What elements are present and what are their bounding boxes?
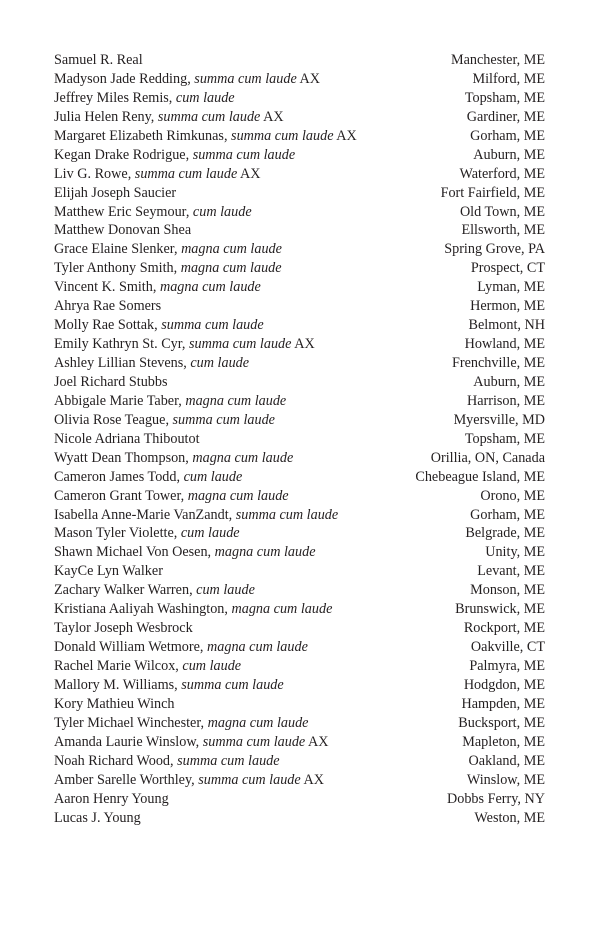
graduate-row	[54, 562, 545, 581]
graduate-row	[54, 487, 545, 506]
graduate-row	[54, 259, 545, 278]
hometown: Auburn, ME	[473, 373, 545, 390]
latin-honor: summa cum laude	[202, 733, 306, 750]
graduate-name-cell: Cameron James Todd, cum laude	[54, 468, 243, 485]
latin-honor: summa cum laude	[198, 771, 301, 788]
latin-honor: summa cum laude	[161, 317, 264, 334]
graduate-row	[54, 676, 545, 695]
honor-society: AX	[299, 70, 321, 87]
graduate-name-cell: Cameron Grant Tower, magna cum laude	[54, 487, 289, 504]
hometown: Hampden, ME	[461, 695, 545, 712]
graduate-name: Wyatt Dean Thompson	[54, 449, 186, 466]
graduate-row	[54, 809, 545, 828]
graduate-row	[54, 165, 545, 184]
latin-honor: cum laude	[183, 468, 243, 485]
graduate-name: Tyler Michael Winchester	[54, 714, 201, 731]
latin-honor: cum laude	[180, 525, 240, 542]
hometown: Orillia, ON, Canada	[430, 449, 545, 466]
graduate-name-cell	[54, 695, 175, 714]
graduate-name-cell	[54, 430, 200, 449]
hometown: Auburn, ME	[473, 146, 545, 163]
graduate-name-cell: Vincent K. Smith, magna cum laude	[54, 279, 261, 296]
graduate-row	[54, 524, 545, 543]
hometown: Winslow, ME	[466, 771, 545, 788]
graduate-name: Taylor Joseph Wesbrock	[54, 620, 193, 637]
graduate-row	[54, 506, 545, 525]
graduate-name: Mallory M. Williams	[54, 676, 175, 693]
graduate-name-cell: Zachary Walker Warren, cum laude	[54, 582, 255, 599]
graduate-name-cell: Tyler Anthony Smith, magna cum laude	[54, 260, 282, 277]
graduate-row	[54, 581, 545, 600]
hometown: Orono, ME	[480, 487, 545, 504]
hometown: Frenchville, ME	[452, 355, 545, 371]
hometown: Myersville, MD	[453, 411, 545, 428]
latin-honor: magna cum laude	[192, 449, 294, 466]
latin-honor: summa cum laude	[134, 165, 238, 182]
latin-honor: summa cum laude	[181, 676, 284, 693]
hometown: Monson, ME	[470, 582, 545, 599]
graduate-name-cell	[54, 373, 168, 392]
graduate-row	[54, 127, 545, 146]
graduate-name: Kegan Drake Rodrigue	[54, 146, 186, 163]
latin-honor: cum laude	[175, 89, 235, 106]
graduate-name-cell: Molly Rae Sottak, summa cum laude	[54, 317, 264, 334]
graduate-name: Molly Rae Sottak	[54, 317, 155, 334]
graduate-name: Amanda Laurie Winslow	[54, 733, 196, 750]
graduate-row	[54, 354, 545, 373]
graduate-name: Noah Richard Wood	[54, 752, 171, 769]
graduate-list	[54, 51, 545, 827]
graduate-name: Elijah Joseph Saucier	[54, 184, 177, 201]
graduate-name: KayCe Lyn Walker	[54, 563, 163, 580]
latin-honor: summa cum laude	[177, 752, 280, 769]
honor-society: AX	[307, 733, 329, 750]
graduate-name: Aaron Henry Young	[54, 790, 169, 807]
graduate-name: Joel Richard Stubbs	[54, 373, 168, 390]
graduate-row	[54, 108, 545, 127]
honor-society: AX	[294, 336, 315, 353]
latin-honor: magna cum laude	[181, 241, 282, 258]
latin-honor: summa cum laude	[235, 506, 339, 523]
graduate-row	[54, 449, 545, 468]
latin-honor: magna cum laude	[207, 639, 308, 656]
graduate-name: Jeffrey Miles Remis	[54, 89, 169, 106]
graduate-name-cell: Matthew Eric Seymour, cum laude	[54, 203, 252, 220]
graduate-row	[54, 638, 545, 657]
graduate-name-cell: Mason Tyler Violette, cum laude	[54, 525, 240, 542]
graduate-name-cell: Amber Sarelle Worthley, summa cum laude AX	[54, 771, 324, 788]
graduate-name-cell: Liv G. Rowe, summa cum laude AX	[54, 165, 261, 182]
hometown: Mapleton, ME	[462, 733, 545, 750]
graduate-name-cell: Tyler Michael Winchester, magna cum laude	[54, 714, 309, 731]
graduate-row	[54, 278, 545, 297]
latin-honor: summa cum laude	[157, 108, 261, 125]
latin-honor: cum laude	[196, 582, 255, 599]
graduate-row	[54, 714, 545, 733]
hometown: Belgrade, ME	[465, 525, 545, 542]
hometown: Brunswick, ME	[455, 601, 545, 618]
graduate-row	[54, 146, 545, 165]
graduate-row	[54, 619, 545, 638]
hometown: Spring Grove, PA	[444, 241, 545, 258]
graduate-name: Donald William Wetmore	[54, 639, 200, 656]
graduate-name-cell: Donald William Wetmore, magna cum laude	[54, 639, 308, 656]
hometown: Rockport, ME	[463, 620, 545, 637]
graduate-name-cell: Jeffrey Miles Remis, cum laude	[54, 89, 235, 106]
graduate-name-cell: Madyson Jade Redding, summa cum laude AX	[54, 70, 321, 87]
graduate-name-cell: Isabella Anne-Marie VanZandt, summa cum laude	[54, 506, 339, 523]
graduate-row	[54, 221, 545, 240]
graduate-row	[54, 240, 545, 259]
graduate-name-cell	[54, 790, 169, 809]
graduate-name: Liv G. Rowe	[54, 165, 128, 182]
hometown: Howland, ME	[464, 336, 545, 353]
hometown: Gardiner, ME	[466, 108, 545, 125]
graduate-name-cell: Shawn Michael Von Oesen, magna cum laude	[54, 544, 316, 561]
hometown: Dobbs Ferry, NY	[447, 790, 545, 807]
hometown: Ellsworth, ME	[461, 222, 545, 239]
hometown: Old Town, ME	[459, 203, 545, 220]
hometown: Palmyra, ME	[469, 658, 545, 674]
graduate-name: Kristiana Aaliyah Washington	[54, 601, 225, 618]
graduate-name: Julia Helen Reny	[54, 108, 151, 125]
hometown: Manchester, ME	[451, 52, 545, 68]
graduate-name-cell	[54, 619, 193, 638]
hometown: Lyman, ME	[477, 279, 545, 296]
hometown: Gorham, ME	[470, 506, 545, 523]
hometown: Fort Fairfield, ME	[440, 184, 545, 201]
graduate-name: Kory Mathieu Winch	[54, 695, 175, 712]
hometown: Bucksport, ME	[458, 714, 545, 731]
graduate-name: Ahrya Rae Somers	[54, 298, 162, 315]
graduate-name-cell	[54, 184, 176, 203]
graduate-name: Matthew Eric Seymour	[54, 203, 186, 220]
graduate-name-cell: Olivia Rose Teague, summa cum laude	[54, 411, 275, 428]
graduate-name: Margaret Elizabeth Rimkunas	[54, 127, 224, 144]
latin-honor: magna cum laude	[180, 260, 282, 277]
graduate-row	[54, 600, 545, 619]
honor-society: AX	[240, 165, 261, 182]
graduate-name: Grace Elaine Slenker	[54, 241, 174, 258]
latin-honor: magna cum laude	[207, 714, 309, 731]
hometown: Belmont, NH	[468, 317, 545, 334]
latin-honor: magna cum laude	[159, 279, 261, 296]
graduate-row	[54, 657, 545, 676]
graduate-row	[54, 752, 545, 771]
graduate-name: Emily Kathryn St. Cyr	[54, 336, 182, 353]
graduate-row	[54, 790, 545, 809]
graduate-name: Madyson Jade Redding	[54, 70, 188, 87]
latin-honor: magna cum laude	[185, 392, 287, 409]
graduate-name: Lucas J. Young	[54, 809, 141, 826]
graduate-name-cell: Amanda Laurie Winslow, summa cum laude AX	[54, 733, 329, 750]
graduate-row	[54, 543, 545, 562]
latin-honor: magna cum laude	[231, 601, 333, 618]
latin-honor: cum laude	[182, 658, 242, 674]
latin-honor: summa cum laude	[194, 70, 297, 87]
honor-society: AX	[263, 108, 284, 125]
hometown: Hermon, ME	[470, 298, 545, 315]
graduate-row	[54, 411, 545, 430]
graduate-name-cell: Emily Kathryn St. Cyr, summa cum laude AX	[54, 336, 315, 353]
hometown: Gorham, ME	[470, 127, 545, 144]
graduate-name: Ashley Lillian Stevens	[54, 355, 184, 371]
graduate-name-cell: Abbigale Marie Taber, magna cum laude	[54, 392, 287, 409]
hometown: Topsham, ME	[464, 89, 545, 106]
latin-honor: magna cum laude	[214, 544, 316, 561]
graduate-name-cell: Noah Richard Wood, summa cum laude	[54, 752, 280, 769]
graduate-name: Isabella Anne-Marie VanZandt	[54, 506, 229, 523]
honor-society: AX	[303, 771, 324, 788]
latin-honor: cum laude	[192, 203, 252, 220]
hometown: Waterford, ME	[459, 165, 545, 182]
graduate-name-cell	[54, 51, 143, 70]
graduate-row	[54, 468, 545, 487]
graduate-row	[54, 51, 545, 70]
graduate-name-cell	[54, 562, 163, 581]
graduate-name-cell: Grace Elaine Slenker, magna cum laude	[54, 241, 282, 258]
graduate-name: Rachel Marie Wilcox	[54, 658, 176, 674]
graduate-name: Vincent K. Smith	[54, 279, 153, 296]
graduate-name-cell: Wyatt Dean Thompson, magna cum laude	[54, 449, 294, 466]
graduate-name: Shawn Michael Von Oesen	[54, 544, 208, 561]
graduate-row	[54, 430, 545, 449]
graduate-name: Zachary Walker Warren	[54, 582, 190, 599]
hometown: Oakville, CT	[470, 639, 545, 656]
latin-honor: cum laude	[190, 355, 250, 371]
graduate-row	[54, 392, 545, 411]
graduate-name: Cameron Grant Tower	[54, 487, 181, 504]
hometown: Milford, ME	[472, 70, 545, 87]
graduate-name: Tyler Anthony Smith	[54, 260, 174, 277]
hometown: Levant, ME	[477, 563, 545, 580]
graduate-name-cell: Ashley Lillian Stevens, cum laude	[54, 355, 250, 371]
hometown: Weston, ME	[474, 809, 545, 826]
graduate-name: Amber Sarelle Worthley	[54, 771, 192, 788]
hometown: Harrison, ME	[466, 392, 545, 409]
graduate-row	[54, 70, 545, 89]
graduate-name: Abbigale Marie Taber	[54, 392, 179, 409]
graduate-name-cell: Mallory M. Williams, summa cum laude	[54, 676, 284, 693]
latin-honor: summa cum laude	[192, 146, 296, 163]
graduate-name-cell: Kegan Drake Rodrigue, summa cum laude	[54, 146, 296, 163]
hometown: Hodgdon, ME	[463, 676, 545, 693]
hometown: Topsham, ME	[464, 430, 545, 447]
graduate-row	[54, 316, 545, 335]
hometown: Prospect, CT	[470, 260, 545, 277]
hometown: Chebeague Island, ME	[415, 468, 545, 485]
graduate-name-cell	[54, 221, 191, 240]
graduate-row	[54, 184, 545, 203]
graduate-row	[54, 89, 545, 108]
graduate-row	[54, 695, 545, 714]
graduate-name-cell: Julia Helen Reny, summa cum laude AX	[54, 108, 284, 125]
graduate-name: Cameron James Todd	[54, 468, 177, 485]
graduate-name: Olivia Rose Teague	[54, 411, 166, 428]
latin-honor: summa cum laude	[172, 411, 275, 428]
graduate-name-cell: Kristiana Aaliyah Washington, magna cum laude	[54, 601, 333, 618]
graduate-name: Mason Tyler Violette	[54, 525, 174, 542]
graduate-name-cell	[54, 809, 141, 828]
latin-honor: magna cum laude	[187, 487, 289, 504]
graduate-name: Nicole Adriana Thiboutot	[54, 430, 200, 447]
graduate-name-cell: Margaret Elizabeth Rimkunas, summa cum laude AX	[54, 127, 357, 144]
graduate-name-cell: Rachel Marie Wilcox, cum laude	[54, 658, 242, 674]
honor-society: AX	[336, 127, 357, 144]
latin-honor: summa cum laude	[231, 127, 334, 144]
graduate-name: Samuel R. Real	[54, 52, 143, 68]
graduate-row	[54, 373, 545, 392]
hometown: Unity, ME	[485, 544, 545, 561]
graduate-row	[54, 335, 545, 354]
graduate-row	[54, 297, 545, 316]
graduate-row	[54, 733, 545, 752]
latin-honor: summa cum laude	[189, 336, 292, 353]
hometown: Oakland, ME	[468, 752, 545, 769]
graduate-name-cell	[54, 297, 161, 316]
graduate-row	[54, 771, 545, 790]
graduate-name: Matthew Donovan Shea	[54, 222, 192, 239]
graduate-row	[54, 203, 545, 222]
